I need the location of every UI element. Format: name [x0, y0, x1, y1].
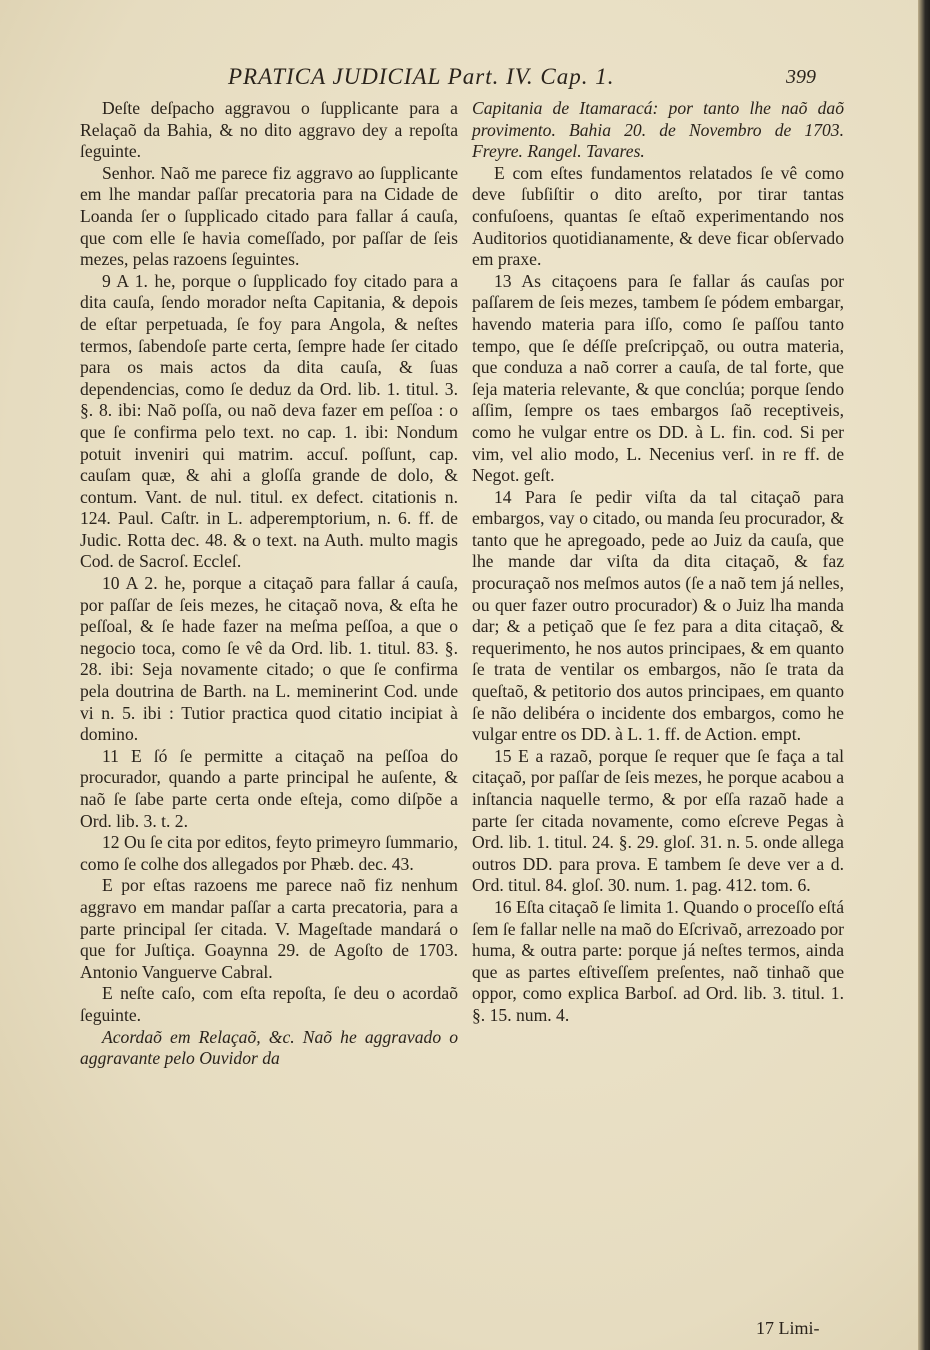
paragraph: Acordaõ em Relaçaõ, &c. Naõ he aggravado o aggravante pelo Ouvidor da [80, 1026, 458, 1069]
paragraph: 12 Ou ſe cita por editos, feyto primeyro ſummario, como ſe colhe dos allegados por Phæb. dec. 43. [80, 832, 458, 874]
paragraph: 16 Eſta citaçaõ ſe limita 1. Quando o proceſſo eſtá ſem ſe fallar nelle na maõ do Eſcrivaõ, arrezoado por huma, & outra parte: porque já neſtes termos, ainda que as partes eſtiveſſem preſentes, naõ tinhaõ que oppor, como explica Barboſ. ad Ord. lib. 3. titul. 1. §. 15. num. 4. [472, 896, 844, 1025]
paragraph: 9 A 1. he, porque o ſupplicado foy citado para a dita cauſa, ſendo morador neſta Capitania, & depois de eſtar perpetuada, ſe foy para Angola, & neſtes termos, ſabendoſe parte certa, ſempre hade ſer citado para os mais actos da dita cauſa, & ſuas dependencias, como ſe deduz da Ord. lib. 1. titul. 3. §. 8. ibi: Naõ poſſa, ou naõ deva fazer em peſſoa : o que ſe confirma pelo text. no cap. 1. ibi: Nondum potuit inveniri qui matrim. accuſ. poſſunt, cap. cauſam quæ, & ahi a gloſſa grande de dolo, & contum. Vant. de nul. titul. ex defect. citationis n. 124. Paul. Caſtr. in L. adperemptorium, n. 6. ff. de Judic. Rotta dec. 48. & o text. na Auth. multo magis Cod. de Sacroſ. Eccleſ. [80, 270, 458, 572]
right-column [472, 98, 844, 1027]
paragraph: E com eſtes fundamentos relatados ſe vê como deve ſubſiſtir o dito areſto, por tirar tantas confuſoens, quantas ſe eſtaõ experimentando nos Auditorios quotidianamente, & deve ficar obſervado em praxe. [472, 162, 844, 270]
page-number: 399 [786, 66, 816, 88]
running-title: PRATICA JUDICIAL Part. IV. Cap. 1. [228, 64, 615, 89]
paragraph: Senhor. Naõ me parece fiz aggravo ao ſupplicante em lhe mandar paſſar precatoria para na Cidade de Loanda ſer o ſupplicado citado para fallar á cauſa, que com elle ſe havia comeſſado, por paſſar de ſeis mezes, pelas razoens ſeguintes. [80, 162, 458, 270]
page-edge [918, 0, 930, 1350]
page-header [0, 64, 918, 100]
left-column [80, 98, 458, 1070]
paragraph: 14 Para ſe pedir viſta da tal citaçaõ para embargos, vay o citado, ou manda ſeu procurador, & tanto que he apregoado, pede ao Juiz da cauſa, que lhe mande dar viſta da dita citaçaõ, & faz procuraçaõ nos meſmos autos (ſe a naõ tem já nelles, ou quer fazer outro procurador) & o Juiz lha manda dar; & a petiçaõ que ſe fez para a dita citaçaõ, & requerimento, he nos autos principaes, & em quanto ſe trata de ventilar os embargos, não ſe trata da queſtaõ, & petitorio dos autos principaes, em quanto ſe não delibéra o incidente dos embargos, como he vulgar entre os DD. à L. 1. ff. de Action. empt. [472, 486, 844, 745]
paragraph: E neſte caſo, com eſta repoſta, ſe deu o acordaõ ſeguinte. [80, 983, 458, 1025]
paragraph: 10 A 2. he, porque a citaçaõ para fallar á cauſa, por paſſar de ſeis mezes, he citaçaõ nova, & eſta he peſſoal, & ſe hade fazer na meſma peſſoa, a que o negocio toca, como ſe vê da Ord. lib. 1. titul. 83. §. 28. ibi: Seja novamente citado; o que ſe confirma pela doutrina de Barth. na L. meminerint Cod. unde vi n. 5. ibi : Tutior practica quod citatio incipiat à domino. [80, 573, 458, 745]
paragraph: Deſte deſpacho aggravou o ſupplicante para a Relaçaõ da Bahia, & no dito aggravo dey a repoſta ſeguinte. [80, 98, 458, 162]
paragraph: E por eſtas razoens me parece naõ fiz nenhum aggravo em mandar paſſar a carta precatoria, para a parte principal ſer citada. V. Mageſtade mandará o que for Juſtiça. Goaynna 29. de Agoſto de 1703. Antonio Vanguerve Cabral. [80, 875, 458, 982]
paragraph: Capitania de Itamaracá: por tanto lhe naõ daõ provimento. Bahia 20. de Novembro de 1703. Freyre. Rangel. Tavares. [472, 98, 844, 162]
paragraph: 13 As citaçoens para ſe fallar ás cauſas por paſſarem de ſeis mezes, tambem ſe pódem embargar, havendo materia para iſſo, como ſe paſſou tanto tempo, que ſe déſſe preſcripçaõ, ou outra materia, que conduza a naõ correr a cauſa, de tal forte, que ſeja materia relevante, & que conclúa; porque ſendo aſſim, ſempre os taes embargos ſaõ receptiveis, como he vulgar entre os DD. à L. fin. cod. Si per vim, vel alio modo, L. Necenius verſ. in re ff. de Negot. geſt. [472, 270, 844, 486]
paragraph: 11 E ſó ſe permitte a citaçaõ na peſſoa do procurador, quando a parte principal he auſente, & naõ ſe ſabe parte certa onde eſteja, como diſpõe a Ord. lib. 3. t. 2. [80, 745, 458, 831]
paragraph: 15 E a razaõ, porque ſe requer que ſe faça a tal citaçaõ, por paſſar de ſeis mezes, he porque acabou a inſtancia naquelle termo, & por eſſa razaõ hade a parte ſer citada novamente, como eſcreve Pegas à Ord. lib. 1. titul. 24. §. 29. gloſ. 31. n. 5. onde allega outros DD. para prova. E tambem ſe deve ver a d. Ord. titul. 84. gloſ. 30. num. 1. pag. 412. tom. 6. [472, 745, 844, 896]
catchword: 17 Limi- [756, 1318, 820, 1338]
